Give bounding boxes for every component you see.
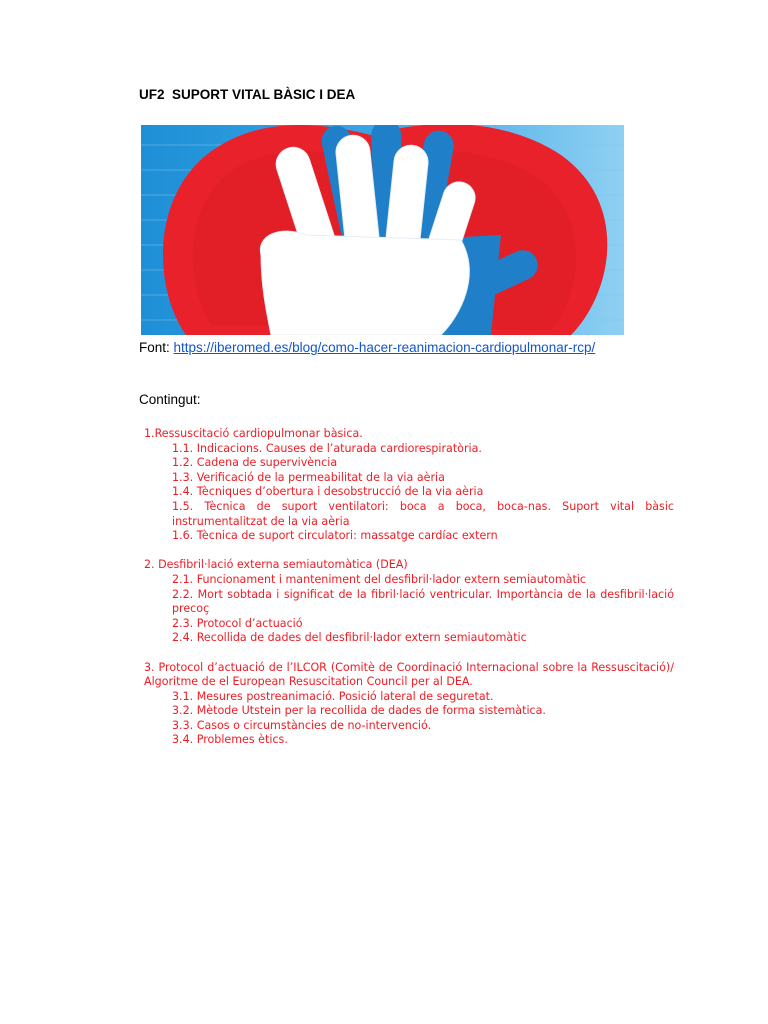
- toc-item: 1.1. Indicacions. Causes de l’aturada cardiorespiratòria.: [172, 441, 482, 455]
- toc-item: 2.2. Mort sobtada i significat de la fibril·lació ventricular. Importància de la desfibril·lació precoç: [172, 587, 674, 616]
- toc-item: 2.4. Recollida de dades del desfibril·lador extern semiautomàtic: [172, 631, 527, 645]
- source-label: Font:: [139, 340, 174, 355]
- document-title: UF2 SUPORT VITAL BÀSIC I DEA: [139, 87, 356, 102]
- toc-item: 1.2. Cadena de supervivència: [172, 456, 338, 470]
- toc-item: 3.4. Problemes ètics.: [172, 733, 288, 747]
- toc-item: 2.3. Protocol d’actuació: [172, 616, 303, 630]
- toc-item: 3.2. Mètode Utstein per la recollida de dades de forma sistemàtica.: [172, 704, 546, 718]
- toc-item: 1.6. Tècnica de suport circulatori: massatge cardíac extern: [172, 529, 498, 543]
- toc-item: 1.4. Tècniques d’obertura i desobstrucció de la via aèria: [172, 485, 484, 499]
- toc-item: 3.1. Mesures postreanimació. Posició lateral de seguretat.: [172, 689, 494, 703]
- toc-section-2: [144, 558, 674, 646]
- toc-item: 3.3. Casos o circumstàncies de no-intervenció.: [172, 718, 432, 732]
- toc-section-heading: 3. Protocol d’actuació de l’ILCOR (Comitè de Coordinació Internacional sobre la Ressuscitació)/ Algoritme de el European Resuscitation Council per al DEA.: [144, 660, 674, 689]
- toc-item: 1.5. Tècnica de suport ventilatori: boca a boca, boca-nas. Suport vital bàsic instrumentalitzat de la via aèria: [172, 499, 674, 528]
- toc-section-heading: 1.Ressuscitació cardiopulmonar bàsica.: [144, 427, 363, 440]
- source-link[interactable]: https://iberomed.es/blog/como-hacer-reanimacion-cardiopulmonar-rcp/: [173, 340, 596, 355]
- contents-heading: Contingut:: [139, 392, 201, 407]
- toc-section-3: [144, 661, 674, 749]
- toc-section-1: [144, 427, 674, 544]
- toc-item: 1.3. Verificació de la permeabilitat de la via aèria: [172, 470, 445, 484]
- table-of-contents: [144, 427, 674, 763]
- image-source-caption: [139, 340, 595, 355]
- toc-section-heading: 2. Desfibril·lació externa semiautomàtica (DEA): [144, 558, 408, 572]
- cpr-hands-illustration: [141, 125, 624, 335]
- toc-item: 2.1. Funcionament i manteniment del desfibril·lador extern semiautomàtic: [172, 572, 587, 586]
